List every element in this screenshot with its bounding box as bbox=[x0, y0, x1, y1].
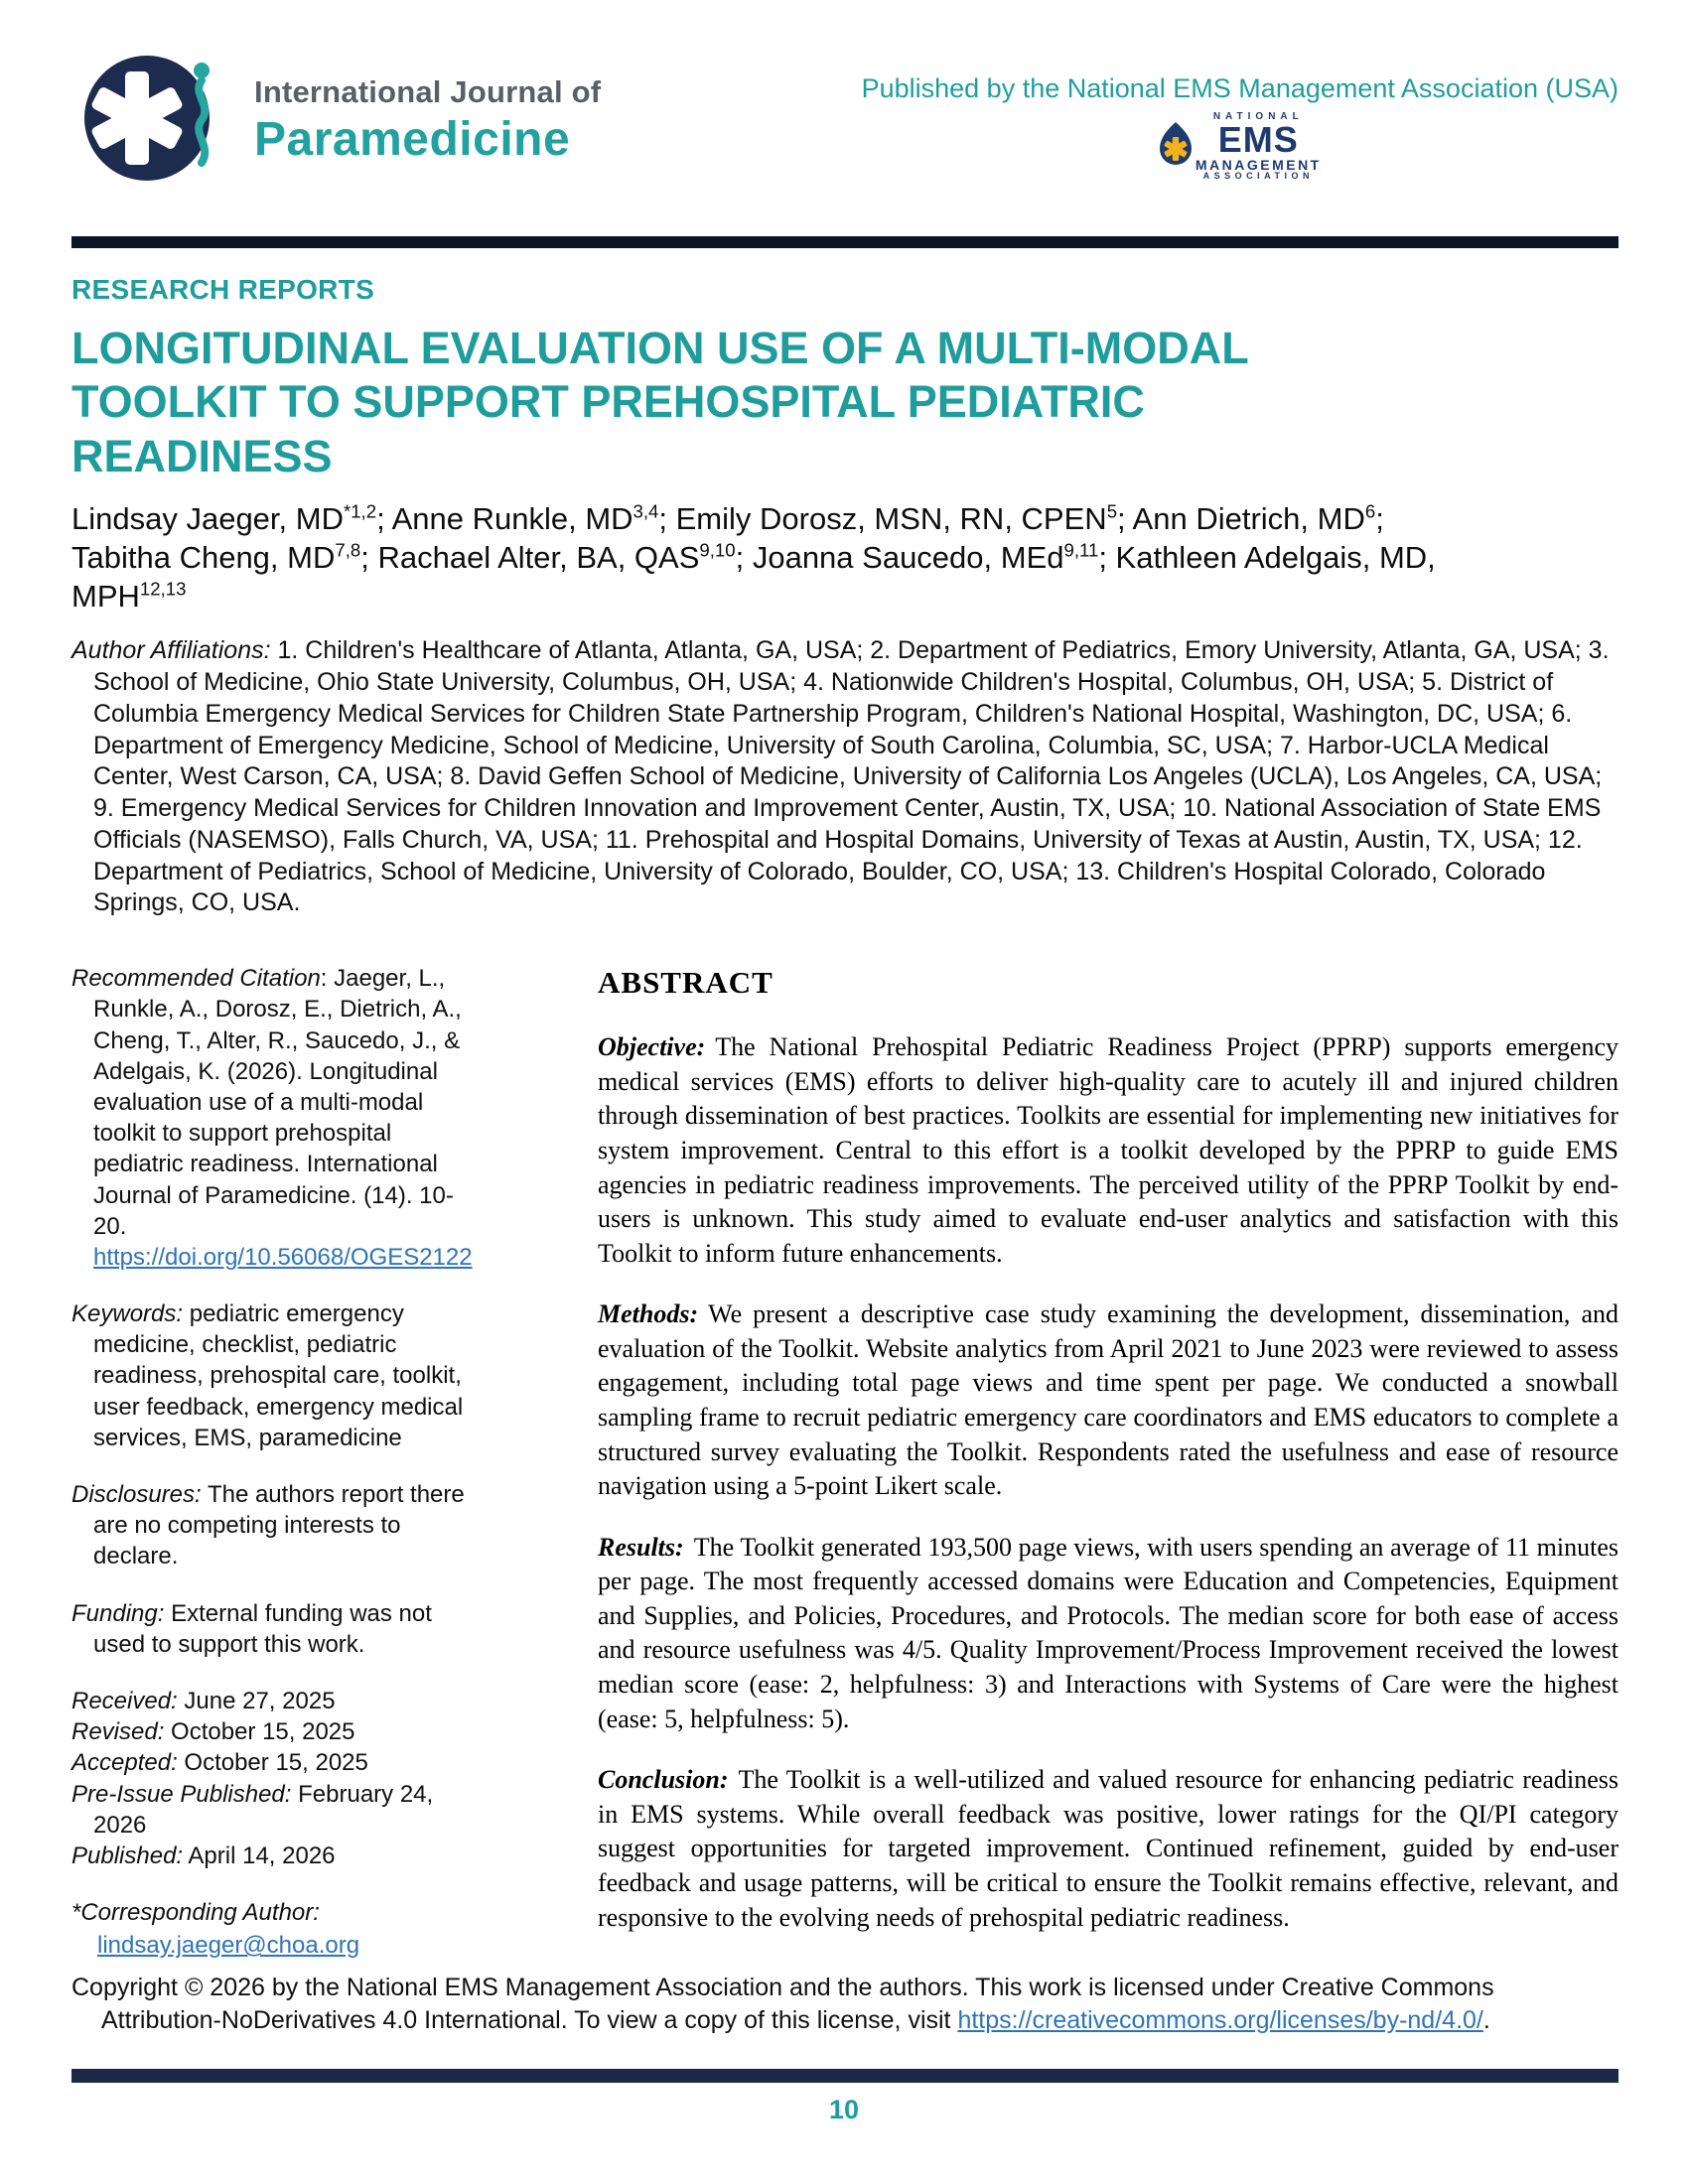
received-date bbox=[71, 1686, 474, 1716]
corresponding-email-link[interactable]: lindsay.jaeger@choa.org bbox=[97, 1932, 360, 1960]
article-title-line-2: TOOLKIT TO SUPPORT PREHOSPITAL PEDIATRIC bbox=[71, 376, 1145, 428]
abstract-column bbox=[598, 963, 1618, 1962]
received-value: June 27, 2025 bbox=[177, 1687, 336, 1714]
journal-name-bottom: Paramedicine bbox=[254, 113, 571, 166]
conclusion-label: Conclusion: bbox=[598, 1765, 729, 1795]
dates-block bbox=[71, 1686, 474, 1871]
published-value: April 14, 2026 bbox=[183, 1842, 336, 1869]
methods-label: Methods: bbox=[598, 1299, 699, 1329]
revised-value: October 15, 2025 bbox=[164, 1718, 355, 1746]
citation-text: : Jaeger, L., Runkle, A., Dorosz, E., Dietrich, A., Cheng, T., Alter, R., Saucedo, J., & Adelgais, K. (2026). Longitudinal evaluation use of a multi-modal toolkit to support prehospital pediatric readiness. International Journal of Paramedicine. (14). 10-20. bbox=[93, 965, 462, 1240]
affiliations-block bbox=[71, 635, 1618, 919]
objective-text: The National Prehospital Pediatric Readiness Project (PPRP) supports emergency medical services (EMS) efforts to deliver high-quality care to acutely ill and injured children through dissemination of best practices. Toolkits are essential for implementing new initiatives for system improvement. Central to this effort is a toolkit developed by the PPRP to guide EMS agencies in pediatric readiness improvements. The perceived utility of the PPRP Toolkit by end-users is unknown. This study aimed to evaluate end-user analytics and satisfaction with this Toolkit to inform future enhancements. bbox=[598, 1032, 1618, 1268]
published-label: Published: bbox=[71, 1842, 184, 1869]
nemsma-logo bbox=[1159, 112, 1322, 181]
affiliations-label: Author Affiliations: bbox=[71, 636, 271, 665]
preissue-value: February 24, 2026 bbox=[93, 1780, 434, 1839]
methods-text: We present a descriptive case study examining the development, dissemination, and evaluation of the Toolkit. Website analytics from April 2021 to June 2023 were reviewed to assess engagement, including total page views and time spent per page. We conducted a snowball sampling frame to recruit pediatric emergency care coordinators and EMS educators to complete a structured survey evaluating the Toolkit. Respondents rated the usefulness and ease of resource navigation using a 5-point Likert scale. bbox=[598, 1299, 1618, 1501]
page-number: 10 bbox=[828, 2095, 860, 2124]
accepted-value: October 15, 2025 bbox=[177, 1749, 368, 1777]
nemsma-national: NATIONAL bbox=[1212, 111, 1304, 122]
received-label: Received: bbox=[71, 1687, 178, 1714]
corresponding-author-label: *Corresponding Author: bbox=[71, 1899, 320, 1927]
article-title-line-3: READINESS bbox=[71, 430, 333, 481]
citation-label: Recommended Citation bbox=[71, 965, 321, 993]
abstract-conclusion bbox=[598, 1763, 1618, 1935]
journal-logo bbox=[81, 50, 601, 192]
doi-link[interactable]: https://doi.org/10.56068/OGES2122 bbox=[93, 1243, 473, 1271]
disclosures-text: The authors report there are no competing interests to declare. bbox=[93, 1481, 465, 1570]
copyright-notice bbox=[71, 1972, 1618, 2037]
copyright-text: Copyright © 2026 by the National EMS Management Association and the authors. This work is licensed under Creative Commons Attribution-NoDerivatives 4.0 International. To view a copy of this license, visit bbox=[71, 1974, 1494, 2034]
authors-line-1: Lindsay Jaeger, MD$^{*1,2}$; Anne Runkle, MD$^{3,4}$; Emily Dorosz, MSN, RN, CPEN$^5$; Ann Dietrich, $MD^6$; bbox=[71, 500, 1384, 537]
abstract-objective bbox=[598, 1030, 1618, 1271]
citation-block bbox=[71, 963, 474, 1273]
article-title-line-1: LONGITUDINAL EVALUATION USE OF A MULTI-MODAL bbox=[71, 323, 1249, 373]
license-link[interactable]: https://creativecommons.org/licenses/by-nd/4.0/ bbox=[957, 2006, 1483, 2034]
funding-text: External funding was not used to support this work. bbox=[93, 1599, 432, 1658]
authors-line-3: MPH$^{12,13}$ bbox=[71, 579, 187, 614]
metadata-column bbox=[71, 963, 474, 1961]
nemsma-wordmark bbox=[1196, 112, 1322, 181]
preissue-date bbox=[71, 1779, 474, 1841]
affiliations-text: 1. Children's Healthcare of Atlanta, Atlanta, GA, USA; 2. Department of Pediatrics, Emory University, Atlanta, GA, USA; 3. School of Medicine, Ohio State University, Columbus, OH, USA; 4. Nationwide Children's Hospital, Columbus, OH, USA; 5. District of Columbia Emergency Medical Services for Children State Partnership Program, Children's National Hospital, Washington, DC, USA; 6. Department of Emergency Medicine, School of Medicine, University of South Carolina, Columbia, SC, USA; 7. Harbor-UCLA Medical Center, West Carson, CA, USA; 8. David Geffen School of Medicine, University of California Los Angeles (UCLA), Los Angeles, CA, USA; 9. Emergency Medical Services for Children Innovation and Improvement Center, Austin, TX, USA; 10. National Association of State EMS Officials (NASEMSO), Falls Church, VA, USA; 11. Prehospital and Hospital Domains, University of Texas at Austin, Austin, TX, USA; 12. Department of Pediatrics, School of Medicine, University of Colorado, Boulder, CO, USA; 13. Children's Hospital Colorado, Colorado Springs, CO, USA. bbox=[93, 636, 1610, 917]
disclosures-label: Disclosures: bbox=[71, 1481, 202, 1509]
page-header bbox=[0, 0, 1688, 236]
objective-label: Objective: bbox=[598, 1032, 706, 1062]
accepted-label: Accepted: bbox=[71, 1749, 178, 1777]
keywords-block bbox=[71, 1298, 474, 1453]
journal-name bbox=[254, 74, 601, 167]
footer-rule bbox=[71, 2069, 1618, 2083]
nemsma-association: ASSOCIATION bbox=[1202, 171, 1314, 181]
disclosures-block bbox=[71, 1479, 474, 1572]
nemsma-ems: EMS bbox=[1217, 119, 1299, 160]
revised-date bbox=[71, 1716, 474, 1747]
article-columns bbox=[71, 963, 1618, 1962]
results-label: Results: bbox=[598, 1532, 684, 1562]
accepted-date bbox=[71, 1747, 474, 1778]
nemsma-management: MANAGEMENT bbox=[1195, 157, 1322, 173]
revised-label: Revised: bbox=[71, 1718, 165, 1746]
header-rule bbox=[71, 236, 1618, 248]
published-by-line: Published by the National EMS Management Association (USA) bbox=[861, 73, 1618, 103]
preissue-label: Pre-Issue Published: bbox=[71, 1780, 292, 1808]
abstract-heading: ABSTRACT bbox=[598, 965, 774, 1001]
results-text: The Toolkit generated 193,500 page views, with users spending an average of 11 minutes per page. The most frequently accessed domains were Education and Competencies, Equipment and Supplies, and Policies, Procedures, and Protocols. The median score for both ease of access and resource usefulness was 4/5. Quality Improvement/Process Improvement received the lowest median score (ease: 2, helpfulness: 3) and Interactions with Systems of Care were the highest (ease: 5, helpfulness: 5). bbox=[598, 1532, 1618, 1733]
publisher-block bbox=[862, 50, 1618, 181]
keywords-label: Keywords: bbox=[71, 1300, 184, 1328]
published-date bbox=[71, 1841, 474, 1871]
section-label: RESEARCH REPORTS bbox=[71, 274, 375, 305]
funding-block bbox=[71, 1598, 474, 1660]
abstract-results bbox=[598, 1531, 1618, 1736]
article-title bbox=[71, 322, 1618, 483]
authors-block bbox=[71, 499, 1618, 615]
keywords-text: pediatric emergency medicine, checklist, pediatric readiness, prehospital care, toolkit, user feedback, emergency medical services, EMS, paramedicine bbox=[93, 1300, 464, 1451]
conclusion-text: The Toolkit is a well-utilized and valued resource for enhancing pediatric readiness in EMS systems. While overall feedback was positive, lower ratings for the QI/PI category suggest opportunities for targeted improvement. Continued refinement, guided by end-user feedback and usage patterns, will be critical to ensure the Toolkit remains effective, relevant, and responsive to the evolving needs of prehospital pediatric readiness. bbox=[598, 1765, 1618, 1932]
funding-label: Funding: bbox=[71, 1599, 165, 1627]
star-of-life-icon bbox=[1159, 121, 1193, 172]
journal-logo-icon bbox=[81, 50, 232, 192]
journal-name-top: International Journal of bbox=[254, 74, 602, 109]
corresponding-author-block bbox=[71, 1897, 474, 1961]
copyright-period: . bbox=[1482, 2006, 1490, 2034]
authors-line-2: Tabitha Cheng, MD$^{7,8}$; Rachael Alter, BA, QAS$^{9,10}$; Joanna Saucedo, MEd$^{9,11}$; Kathleen Adelgais, MD, bbox=[71, 540, 1436, 576]
abstract-methods bbox=[598, 1297, 1618, 1503]
